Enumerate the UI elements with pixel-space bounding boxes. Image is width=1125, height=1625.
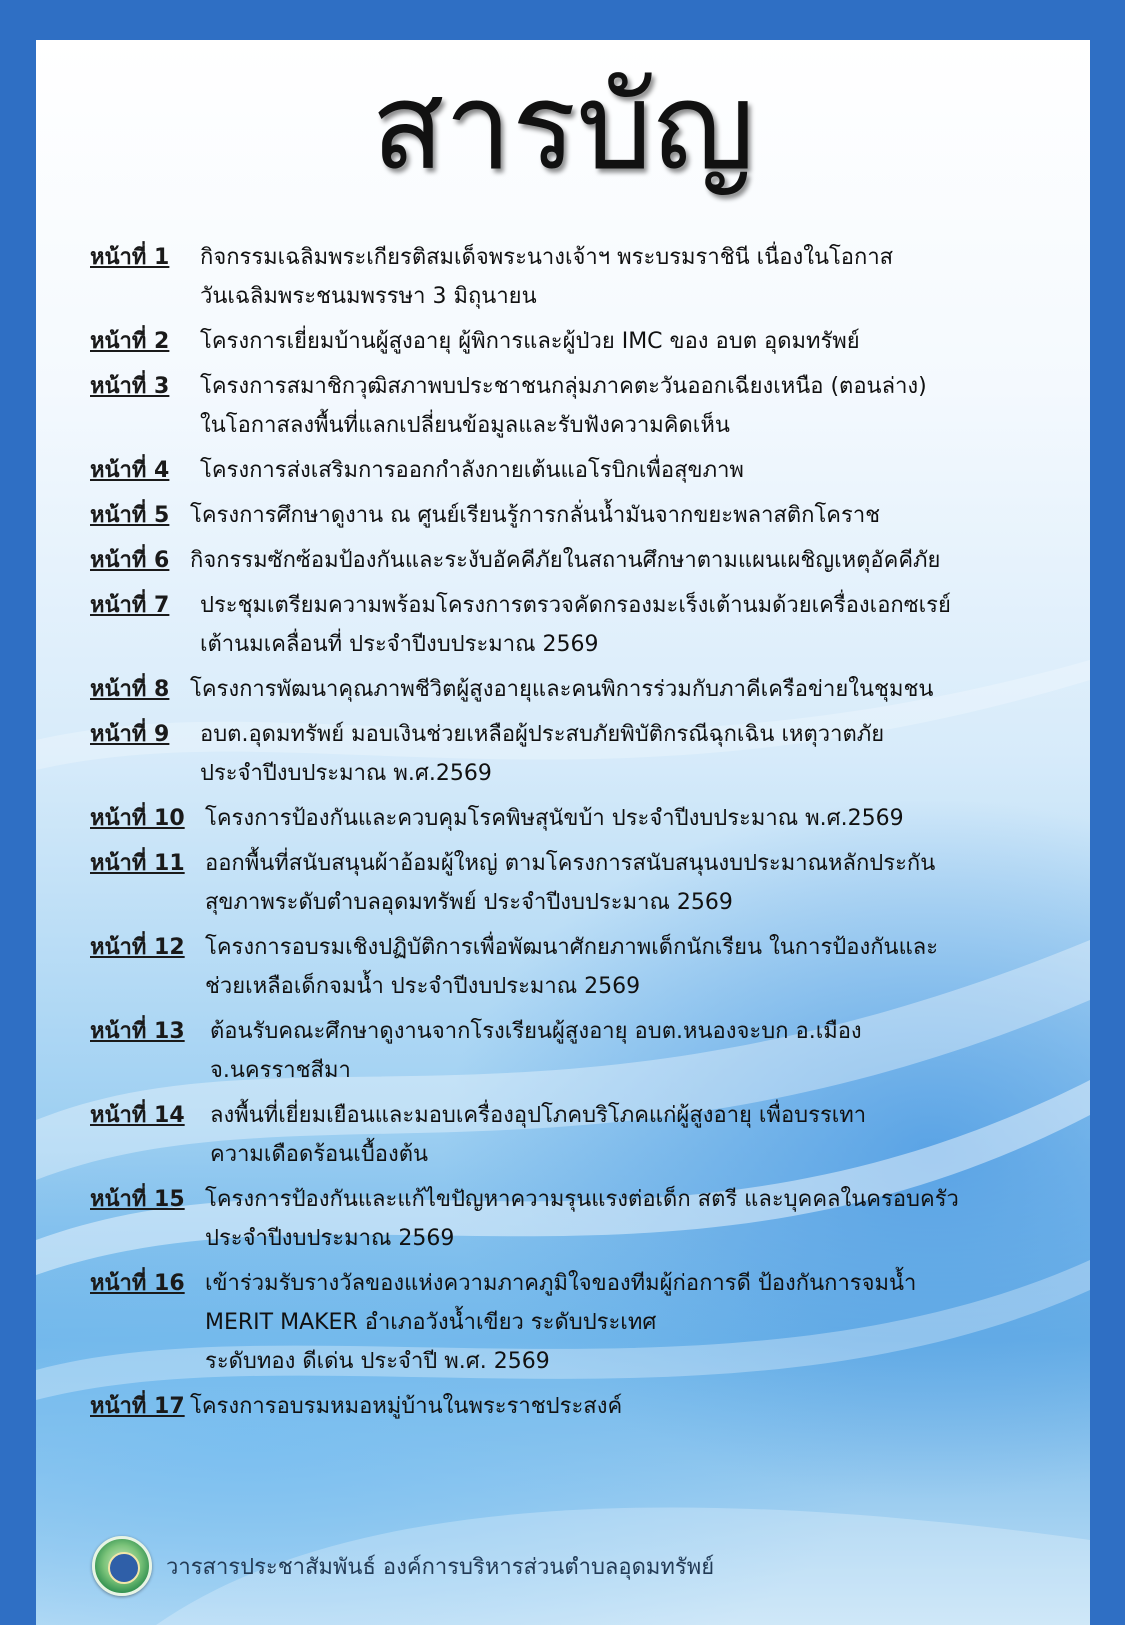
page-number-label: หน้าที่ 16 (90, 1271, 185, 1296)
entry-title-line: ระดับทอง ดีเด่น ประจำปี พ.ศ. 2569 (205, 1349, 550, 1374)
entry-title (200, 238, 1070, 316)
toc-entry (90, 715, 1070, 793)
page-number-label: หน้าที่ 4 (90, 458, 170, 483)
entry-title-line: ต้อนรับคณะศึกษาดูงานจากโรงเรียนผู้สูงอายุ อบต.หนองจะบก อ.เมือง (210, 1019, 862, 1044)
entry-title (200, 367, 1070, 445)
entry-title (200, 715, 1070, 793)
toc-entry (90, 1096, 1070, 1174)
page-number-label: หน้าที่ 10 (90, 806, 185, 831)
entry-title-line: วันเฉลิมพระชนมพรรษา 3 มิถุนายน (200, 284, 537, 309)
entry-title-line: โครงการอบรมเชิงปฏิบัติการเพื่อพัฒนาศักยภาพเด็กนักเรียน ในการป้องกันและ (205, 935, 939, 960)
entry-title-line: เข้าร่วมรับรางวัลของแห่งความภาคภูมิใจของทีมผู้ก่อการดี ป้องกันการจมน้ำ (205, 1271, 917, 1296)
entry-title (210, 1012, 1070, 1090)
page-title: สารบัญ (371, 58, 755, 197)
entry-title (190, 496, 1070, 535)
entry-title-line: โครงการเยี่ยมบ้านผู้สูงอายุ ผู้พิการและผู้ป่วย IMC ของ อบต อุดมทรัพย์ (200, 329, 860, 354)
toc-entry (90, 496, 1070, 535)
page-number-label: หน้าที่ 2 (90, 329, 170, 354)
entry-title-line: สุขภาพระดับตำบลอุดมทรัพย์ ประจำปีงบประมาณ 2569 (205, 890, 733, 915)
toc-entry (90, 799, 1070, 838)
entry-title-line: โครงการศึกษาดูงาน ณ ศูนย์เรียนรู้การกลั่นน้ำมันจากขยะพลาสติกโคราช (190, 503, 881, 528)
entry-title-line: โครงการพัฒนาคุณภาพชีวิตผู้สูงอายุและคนพิการร่วมกับภาคีเครือข่ายในชุมชน (190, 677, 934, 702)
footer (92, 1536, 714, 1596)
toc-entry (90, 322, 1070, 361)
entry-title-line: โครงการอบรมหมอหมู่บ้านในพระราชประสงค์ (190, 1394, 623, 1419)
entry-title (200, 586, 1070, 664)
entry-title (200, 322, 1070, 361)
entry-title (205, 928, 1070, 1006)
seal-logo-icon (92, 1536, 152, 1596)
page-number-label: หน้าที่ 8 (90, 677, 170, 702)
toc-entry (90, 1387, 1070, 1426)
entry-title-line: ประจำปีงบประมาณ 2569 (205, 1226, 455, 1251)
entry-title (190, 541, 1070, 580)
entry-title-line: ประจำปีงบประมาณ พ.ศ.2569 (200, 761, 492, 786)
entry-title (205, 844, 1070, 922)
page-number-label: หน้าที่ 5 (90, 503, 170, 528)
entry-title-line: เต้านมเคลื่อนที่ ประจำปีงบประมาณ 2569 (200, 632, 599, 657)
toc-entry (90, 844, 1070, 922)
entry-title (205, 1264, 1070, 1381)
toc-entry (90, 1012, 1070, 1090)
entry-title-line: กิจกรรมเฉลิมพระเกียรติสมเด็จพระนางเจ้าฯ พระบรมราชินี เนื่องในโอกาส (200, 245, 894, 270)
entry-title-line: โครงการป้องกันและแก้ไขปัญหาความรุนแรงต่อเด็ก สตรี และบุคคลในครอบครัว (205, 1187, 959, 1212)
toc-entry (90, 1180, 1070, 1258)
page-number-label: หน้าที่ 14 (90, 1103, 185, 1128)
toc-entry (90, 928, 1070, 1006)
entry-title-line: ลงพื้นที่เยี่ยมเยือนและมอบเครื่องอุปโภคบริโภคแก่ผู้สูงอายุ เพื่อบรรเทา (210, 1103, 867, 1128)
page-number-label: หน้าที่ 12 (90, 935, 185, 960)
page-number-label: หน้าที่ 13 (90, 1019, 185, 1044)
entry-title (205, 799, 1070, 838)
entry-title-line: ช่วยเหลือเด็กจมน้ำ ประจำปีงบประมาณ 2569 (205, 974, 641, 999)
page-number-label: หน้าที่ 11 (90, 851, 185, 876)
toc-entry (90, 586, 1070, 664)
entry-title-line: ออกพื้นที่สนับสนุนผ้าอ้อมผู้ใหญ่ ตามโครงการสนับสนุนงบประมาณหลักประกัน (205, 851, 936, 876)
entry-title-line: อบต.อุดมทรัพย์ มอบเงินช่วยเหลือผู้ประสบภัยพิบัติกรณีฉุกเฉิน เหตุวาตภัย (200, 722, 885, 747)
toc-entry (90, 367, 1070, 445)
entry-title-line: โครงการสมาชิกวุฒิสภาพบประชาชนกลุ่มภาคตะวันออกเฉียงเหนือ (ตอนล่าง) (200, 374, 927, 399)
entry-title (205, 1180, 1070, 1258)
entry-title-line: โครงการส่งเสริมการออกกำลังกายเต้นแอโรบิกเพื่อสุขภาพ (200, 458, 744, 483)
entry-title-line: ประชุมเตรียมความพร้อมโครงการตรวจคัดกรองมะเร็งเต้านมด้วยเครื่องเอกซเรย์ (200, 593, 951, 618)
entry-title-line: จ.นครราชสีมา (210, 1058, 351, 1083)
page-number-label: หน้าที่ 15 (90, 1187, 185, 1212)
toc-entry (90, 238, 1070, 316)
document-page (36, 40, 1090, 1625)
page-number-label: หน้าที่ 1 (90, 245, 170, 270)
entry-title-line: ในโอกาสลงพื้นที่แลกเปลี่ยนข้อมูลและรับฟังความคิดเห็น (200, 413, 730, 438)
footer-text: วารสารประชาสัมพันธ์ องค์การบริหารส่วนตำบลอุดมทรัพย์ (166, 1554, 715, 1580)
entry-title-line: MERIT MAKER อำเภอวังน้ำเขียว ระดับประเทศ (205, 1310, 657, 1335)
entry-title-line: ความเดือดร้อนเบื้องต้น (210, 1142, 429, 1167)
entry-title-line: กิจกรรมซักซ้อมป้องกันและระงับอัคคีภัยในสถานศึกษาตามแผนเผชิญเหตุอัคคีภัย (190, 548, 941, 573)
toc-entry (90, 1264, 1070, 1381)
entry-title (210, 1096, 1070, 1174)
toc-entry (90, 541, 1070, 580)
entry-title-line: โครงการป้องกันและควบคุมโรคพิษสุนัขบ้า ประจำปีงบประมาณ พ.ศ.2569 (205, 806, 904, 831)
toc-entry (90, 451, 1070, 490)
page-number-label: หน้าที่ 9 (90, 722, 170, 747)
page-number-label: หน้าที่ 6 (90, 548, 170, 573)
page-number-label: หน้าที่ 3 (90, 374, 170, 399)
toc-entry (90, 670, 1070, 709)
entry-title (200, 451, 1070, 490)
entry-title (190, 1387, 1070, 1426)
page-number-label: หน้าที่ 7 (90, 593, 170, 618)
table-of-contents (90, 238, 1070, 1432)
entry-title (190, 670, 1070, 709)
page-number-label: หน้าที่ 17 (90, 1394, 185, 1419)
